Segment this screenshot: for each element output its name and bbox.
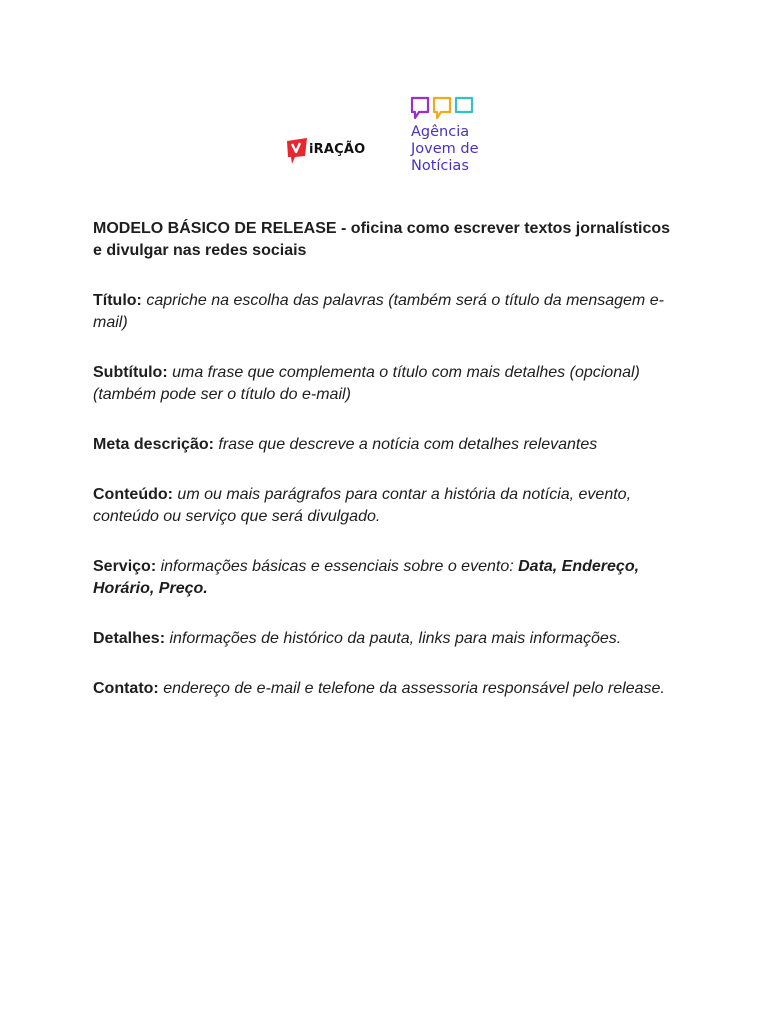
release-template-body — [93, 218, 683, 728]
viracao-wordmark: iRAÇÃO — [309, 141, 366, 157]
field-label: Contato: — [93, 680, 159, 697]
field-text: informações de histórico da pauta, links para mais informações. — [165, 630, 622, 647]
field-conteudo — [93, 484, 683, 528]
viracao-logo — [286, 135, 365, 167]
field-text: capriche na escolha das palavras (também será o título da mensagem e-mail) — [93, 292, 664, 331]
field-text: informações básicas e essenciais sobre o evento: — [156, 558, 519, 575]
field-text: endereço de e-mail e telefone da assessoria responsável pelo release. — [158, 680, 665, 697]
field-subtitulo — [93, 362, 683, 406]
field-label: Serviço: — [93, 558, 157, 575]
document-heading: MODELO BÁSICO DE RELEASE - oficina como escrever textos jornalísticos e divulgar nas redes sociais — [93, 220, 671, 259]
field-emphasis: Data, Endereço, Horário, Preço. — [93, 558, 640, 597]
field-label: Título: — [93, 292, 142, 309]
field-detalhes — [93, 628, 683, 650]
field-servico — [93, 556, 683, 600]
field-label: Meta descrição: — [93, 436, 214, 453]
agencia-line-1: Agência — [411, 124, 470, 140]
field-text: frase que descreve a notícia com detalhes relevantes — [213, 436, 598, 453]
field-text: um ou mais parágrafos para contar a história da notícia, evento, conteúdo ou serviço que será divulgado. — [93, 486, 632, 525]
agencia-jovem-logo — [410, 96, 500, 175]
speech-bubbles-icon — [410, 96, 476, 122]
field-titulo — [93, 290, 683, 334]
agencia-wordmark — [411, 124, 500, 175]
speech-bubble-v-icon — [286, 137, 308, 165]
field-label: Subtítulo: — [93, 364, 168, 381]
agencia-line-2: Jovem de — [411, 141, 479, 157]
field-label: Conteúdo: — [93, 486, 173, 503]
agencia-line-3: Notícias — [411, 158, 469, 174]
field-meta-descricao — [93, 434, 683, 456]
field-contato — [93, 678, 683, 700]
field-label: Detalhes: — [93, 630, 166, 647]
field-text: uma frase que complementa o título com mais detalhes (opcional) (também pode ser o título do e-mail) — [93, 364, 640, 403]
